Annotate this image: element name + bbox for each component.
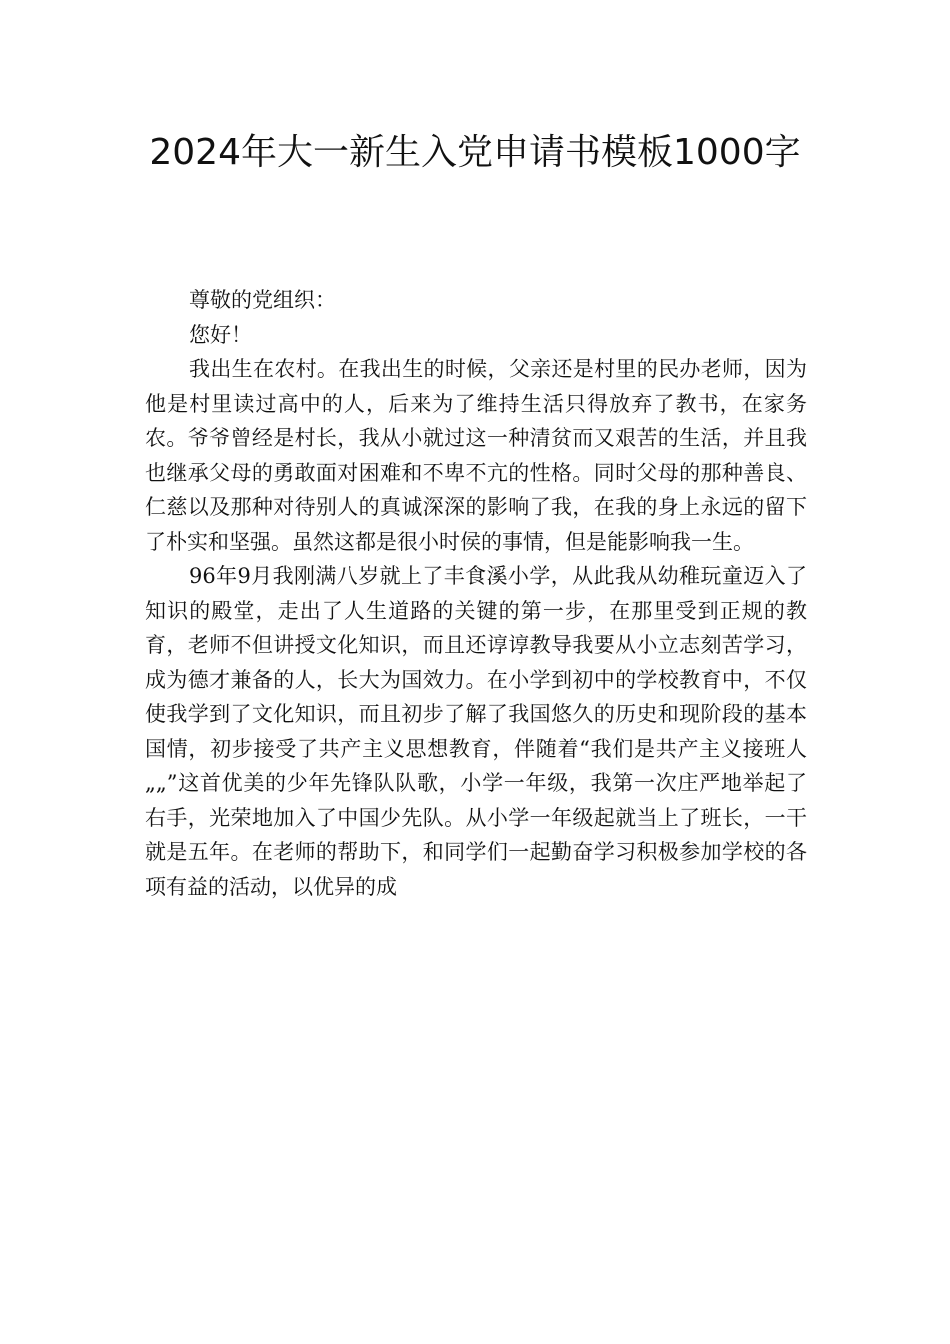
salutation: 尊敬的党组织： bbox=[189, 288, 336, 312]
paragraph: 96年9月我刚满八岁就上了丰食溪小学，从此我从幼稚玩童迈入了知识的殿堂，走出了人生道路的关键的第一步，在那里受到正规的教育，老师不但讲授文化知识，而且还谆谆教导我要从小立志刻苦学习，成为德才兼备的人，长大为国效力。在小学到初中的学校教育中，不仅使我学到了文化知识，而且初步了解了我国悠久的历史和现阶段的基本国情，初步接受了共产主义思想教育，伴随着“我们是共产主义接班人„„”这首优美的少年先锋队队歌，小学一年级，我第一次庄严地举起了右手，光荣地加入了中国少先队。从小学一年级起就当上了班长，一干就是五年。在老师的帮助下，和同学们一起勤奋学习积极参加学校的各项有益的活动，以优异的成 bbox=[145, 564, 807, 899]
greeting: 您好！ bbox=[189, 322, 252, 347]
document-title: 2024年大一新生入党申请书模板1000字 bbox=[149, 132, 801, 173]
document-body bbox=[145, 283, 807, 904]
paragraph: 我出生在农村。在我出生的时候，父亲还是村里的民办老师，因为他是村里读过高中的人，后来为了维持生活只得放弃了教书，在家务农。爷爷曾经是村长，我从小就过这一种清贫而又艰苦的生活，并且我也继承父母的勇敢面对困难和不卑不亢的性格。同时父母的那种善良、仁慈以及那种对待别人的真诚深深的影响了我，在我的身上永远的留下了朴实和坚强。虽然这都是很小时侯的事情，但是能影响我一生。 bbox=[145, 357, 807, 554]
